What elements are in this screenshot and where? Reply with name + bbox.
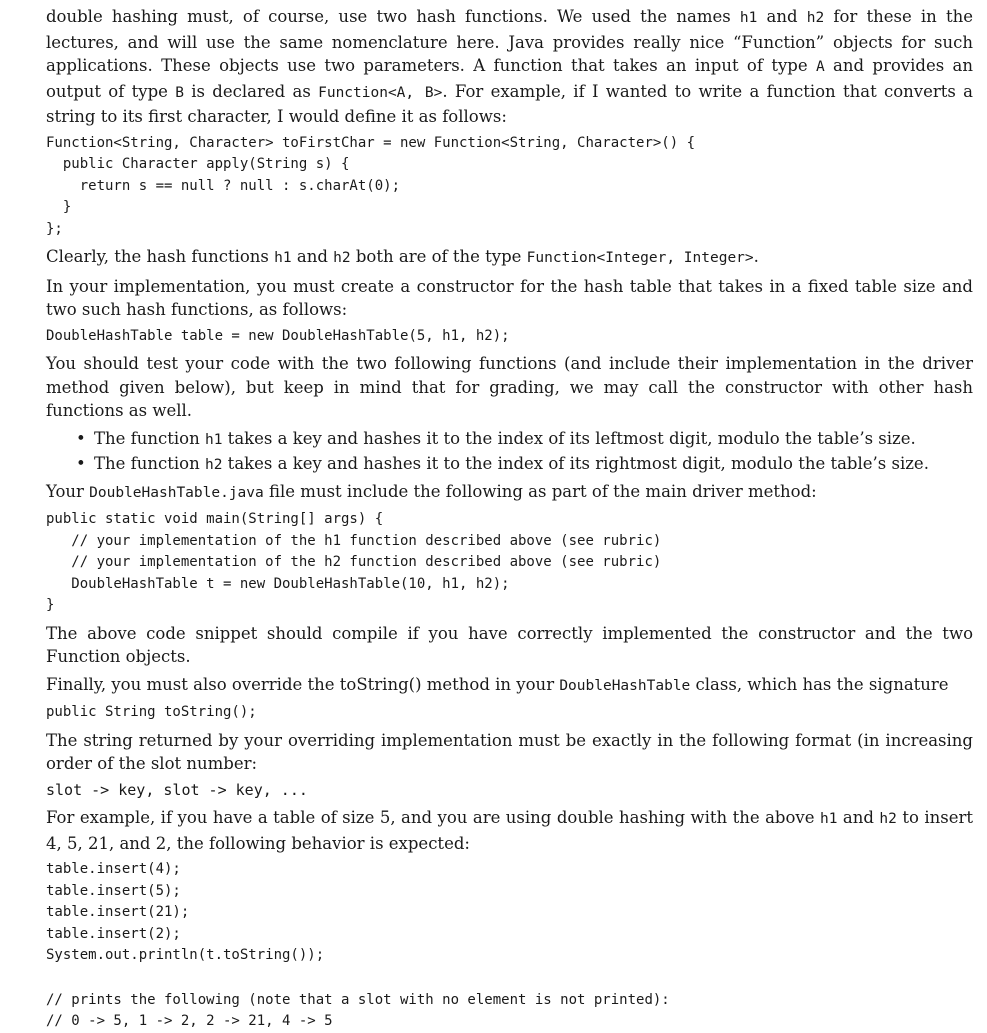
text: takes a key and hashes it to the index of its leftmost digit, modulo the table’s size. xyxy=(222,428,916,448)
code-block-output-comment xyxy=(46,990,973,1033)
code-line: System.out.println(t.toString()); xyxy=(46,947,325,963)
inline-code: B xyxy=(175,84,184,101)
code-line: // your implementation of the h1 function described above (see rubric) xyxy=(46,532,662,549)
paragraph-driver-method xyxy=(46,480,973,506)
inline-code: Function<Integer, Integer> xyxy=(526,250,754,266)
paragraph-format: The string returned by your overriding implementation must be exactly in the following format (in increasing order of the slot number: xyxy=(46,730,973,773)
text: double hashing must, of course, use two hash functions. We used the names xyxy=(46,7,740,26)
paragraph-constructor: In your implementation, you must create a constructor for the hash table that takes in a fixed table size and two such hash functions, as follows: xyxy=(46,276,973,319)
text: is declared as xyxy=(183,81,319,101)
code-line: table.insert(21); xyxy=(46,904,190,920)
code-block-tostring-signature xyxy=(46,702,973,724)
paragraph-compile-note: The above code snippet should compile if you have correctly implemented the constructor and the two Function objects. xyxy=(46,623,973,666)
code-block-function-example xyxy=(46,133,973,241)
code-line: table.insert(5); xyxy=(46,882,181,899)
inline-code: h1 xyxy=(274,250,292,266)
spacer xyxy=(46,972,973,990)
text: The function xyxy=(94,454,205,473)
code-block-constructor xyxy=(46,326,973,348)
paragraph-intro xyxy=(46,5,973,129)
inline-code: DoubleHashTable.java xyxy=(89,484,264,501)
code-line: table.insert(4); xyxy=(46,861,181,877)
code-line: } xyxy=(46,597,55,613)
code-line: slot -> key, slot -> key, ... xyxy=(46,780,308,799)
text: file must include the following as part of the main driver method: xyxy=(263,481,817,501)
inline-code: h1 xyxy=(739,10,758,26)
bullet-icon: • xyxy=(76,428,86,448)
text: class, which has the signature xyxy=(690,674,949,694)
text: and xyxy=(757,7,807,26)
code-block-main-method xyxy=(46,509,973,617)
code-line: return s == null ? null : s.charAt(0); xyxy=(46,177,401,194)
code-line: } xyxy=(46,199,72,215)
code-block-insert-example xyxy=(46,859,973,967)
inline-code: h1 xyxy=(204,431,223,448)
text: both are of the type xyxy=(350,247,527,266)
text: . xyxy=(753,247,759,266)
text: and provides an output of type xyxy=(46,56,973,101)
text: The function xyxy=(94,428,205,448)
code-line: public static void main(String[] args) { xyxy=(46,511,384,527)
text: . For example, if I wanted to write a function that converts a string to its first character, I would define it as follows: xyxy=(46,81,973,126)
code-line: DoubleHashTable table = new DoubleHashTable(5, h1, h2); xyxy=(46,327,510,344)
text: and xyxy=(837,808,880,827)
text: Finally, you must also override the toString() method in your xyxy=(46,674,560,694)
paragraph-example xyxy=(46,806,973,855)
bullet-list xyxy=(46,427,973,478)
list-item xyxy=(76,427,973,453)
code-line: Function<String, Character> toFirstChar = new Function<String, Character>() { xyxy=(46,134,696,151)
inline-code: h2 xyxy=(204,457,223,473)
inline-code: h2 xyxy=(879,811,897,827)
inline-code: h2 xyxy=(333,250,351,266)
text: to insert 4, 5, 21, and 2, the following behavior is expected: xyxy=(46,808,973,853)
inline-code: DoubleHashTable xyxy=(559,677,691,694)
code-line: public String toString(); xyxy=(46,704,257,720)
code-block-format xyxy=(46,780,973,802)
text: Your xyxy=(46,481,90,501)
code-line: // 0 -> 5, 1 -> 2, 2 -> 21, 4 -> 5 xyxy=(46,1013,333,1029)
text: For example, if you have a table of size 5, and you are using double hashing with the above xyxy=(46,808,820,827)
text: and xyxy=(291,247,334,266)
code-line: // your implementation of the h2 function described above (see rubric) xyxy=(46,554,662,570)
inline-code: h2 xyxy=(806,10,825,26)
text: Clearly, the hash functions xyxy=(46,247,275,266)
paragraph-testing: You should test your code with the two following functions (and include their implementation in the driver method given below), but keep in mind that for grading, we may call the constructor with other hash functions as well. xyxy=(46,354,973,420)
code-line: table.insert(2); xyxy=(46,925,181,942)
paragraph-hash-function-types xyxy=(46,245,973,271)
bullet-icon: • xyxy=(76,454,86,473)
paragraph-tostring xyxy=(46,673,973,699)
inline-code: Function<A, B> xyxy=(318,84,443,101)
list-item xyxy=(76,452,973,478)
text: for these in the lectures, and will use the same nomenclature here. Java provides really nice “Function” objects for such applications. These objects use two parameters. A function that takes an input of type xyxy=(46,7,973,75)
code-line: }; xyxy=(46,220,63,237)
text: takes a key and hashes it to the index of its rightmost digit, modulo the table’s size. xyxy=(222,454,929,473)
code-line: public Character apply(String s) { xyxy=(46,156,350,172)
code-line: // prints the following (note that a slot with no element is not printed): xyxy=(46,991,670,1008)
code-line: DoubleHashTable t = new DoubleHashTable(10, h1, h2); xyxy=(46,575,510,592)
inline-code: h1 xyxy=(819,811,838,827)
inline-code: A xyxy=(815,59,825,75)
